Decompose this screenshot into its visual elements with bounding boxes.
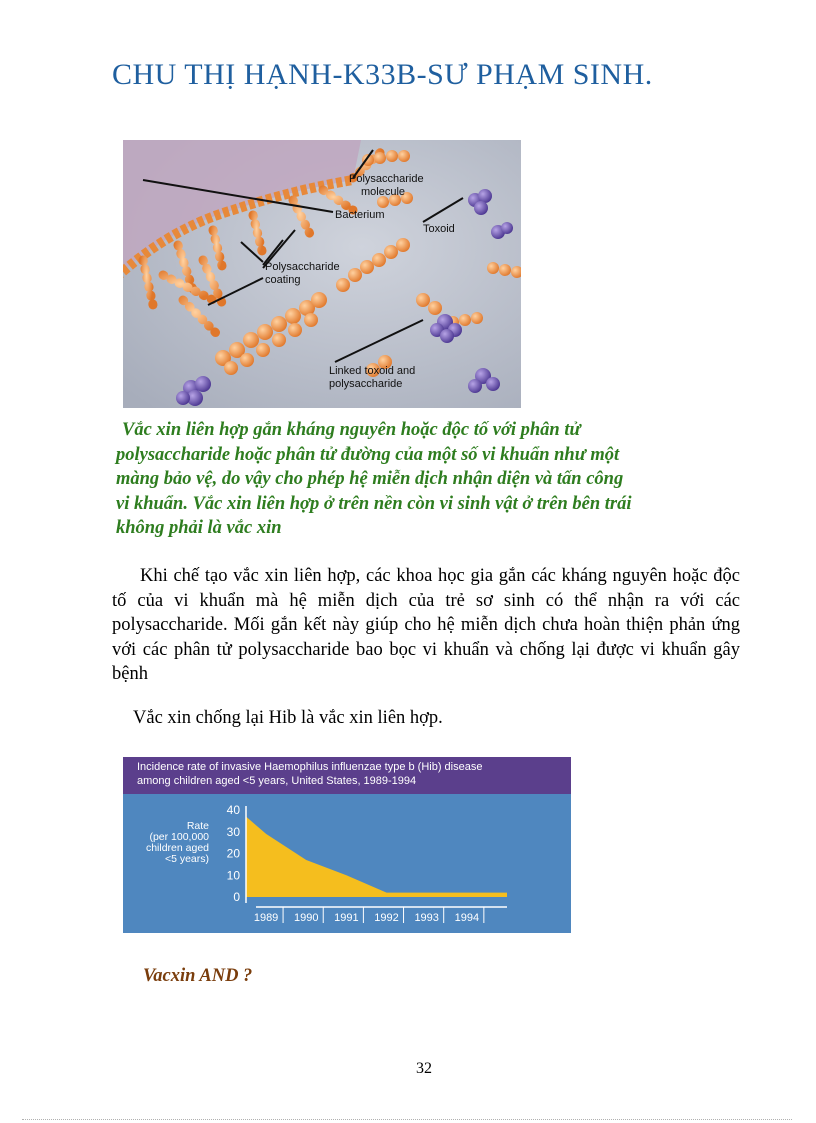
caption-line: Vắc xin liên hợp gắn kháng nguyên hoặc độc tố với phân tử xyxy=(122,420,581,440)
label-coating-2: coating xyxy=(265,274,301,286)
hib-incidence-chart xyxy=(123,757,571,933)
x-tick-label: 1991 xyxy=(334,912,359,924)
chart-svg xyxy=(123,757,571,933)
page-number: 32 xyxy=(416,1060,432,1077)
y-tick-label: 40 xyxy=(226,803,240,817)
x-tick-label: 1992 xyxy=(374,912,399,924)
body-paragraph: Khi chế tạo vắc xin liên hợp, các khoa học gia gắn các kháng nguyên hoặc độc tố của vi khuẩn mà hệ miễn dịch của trẻ sơ sinh có thể nhận ra với các polysaccharide. Mối gắn kết này giúp cho hệ miễn dịch chưa hoàn thiện phản ứng với các phân tử polysaccharide bao bọc vi khuẩn và chống lại được vi khuẩn gây bệnh xyxy=(112,566,740,684)
page-title: CHU THỊ HẠNH-K33B-SƯ PHẠM SINH. xyxy=(112,58,653,91)
y-tick-label: 0 xyxy=(233,890,240,904)
caption-line: vi khuẩn. Vắc xin liên hợp ở trên nền còn vi sinh vật ở trên bên trái xyxy=(116,493,632,514)
conjugate-vaccine-illustration xyxy=(123,140,521,408)
y-axis-label-line: <5 years) xyxy=(164,853,209,865)
y-tick-label: 30 xyxy=(226,824,240,839)
illustration-svg xyxy=(123,140,521,408)
y-axis-label-line: children aged xyxy=(145,842,209,854)
y-axis-label-line: Rate xyxy=(186,820,209,832)
x-tick-label: 1993 xyxy=(414,912,439,924)
caption-line: không phải là vắc xin xyxy=(116,518,282,538)
label-linked-1: Linked toxoid and xyxy=(329,365,416,377)
y-tick-label: 10 xyxy=(226,868,240,883)
series-area xyxy=(246,817,507,897)
caption-line: màng bảo vệ, do vậy cho phép hệ miễn dịch nhận diện và tấn công xyxy=(116,469,624,489)
x-tick-label: 1989 xyxy=(253,912,279,924)
chart-title-line2: among children aged <5 years, United States, 1989-1994 xyxy=(137,775,417,787)
y-axis-label-line: (per 100,000 xyxy=(149,831,209,843)
footer-divider xyxy=(22,1119,792,1120)
chart-title-line1: Incidence rate of invasive Haemophilus influenzae type b (Hib) disease xyxy=(137,761,483,773)
caption-line: polysaccharide hoặc phân tử đường của một số vi khuẩn như một xyxy=(116,444,620,465)
label-coating-1: Polysaccharide xyxy=(265,261,340,273)
label-toxoid: Toxoid xyxy=(423,223,455,235)
x-tick-label: 1990 xyxy=(293,912,319,924)
label-linked-2: polysaccharide xyxy=(329,378,403,390)
label-polysaccharide-molecule-1: Polysaccharide xyxy=(349,173,424,185)
x-tick-label: 1994 xyxy=(454,912,480,924)
label-bacterium: Bacterium xyxy=(335,209,385,221)
label-polysaccharide-molecule-2: molecule xyxy=(361,186,406,198)
figure-caption xyxy=(116,418,731,541)
y-tick-label: 20 xyxy=(226,846,240,861)
hib-statement: Vắc xin chống lại Hib là vắc xin liên hợp. xyxy=(133,708,443,728)
question-line: Vacxin AND ? xyxy=(143,966,253,986)
